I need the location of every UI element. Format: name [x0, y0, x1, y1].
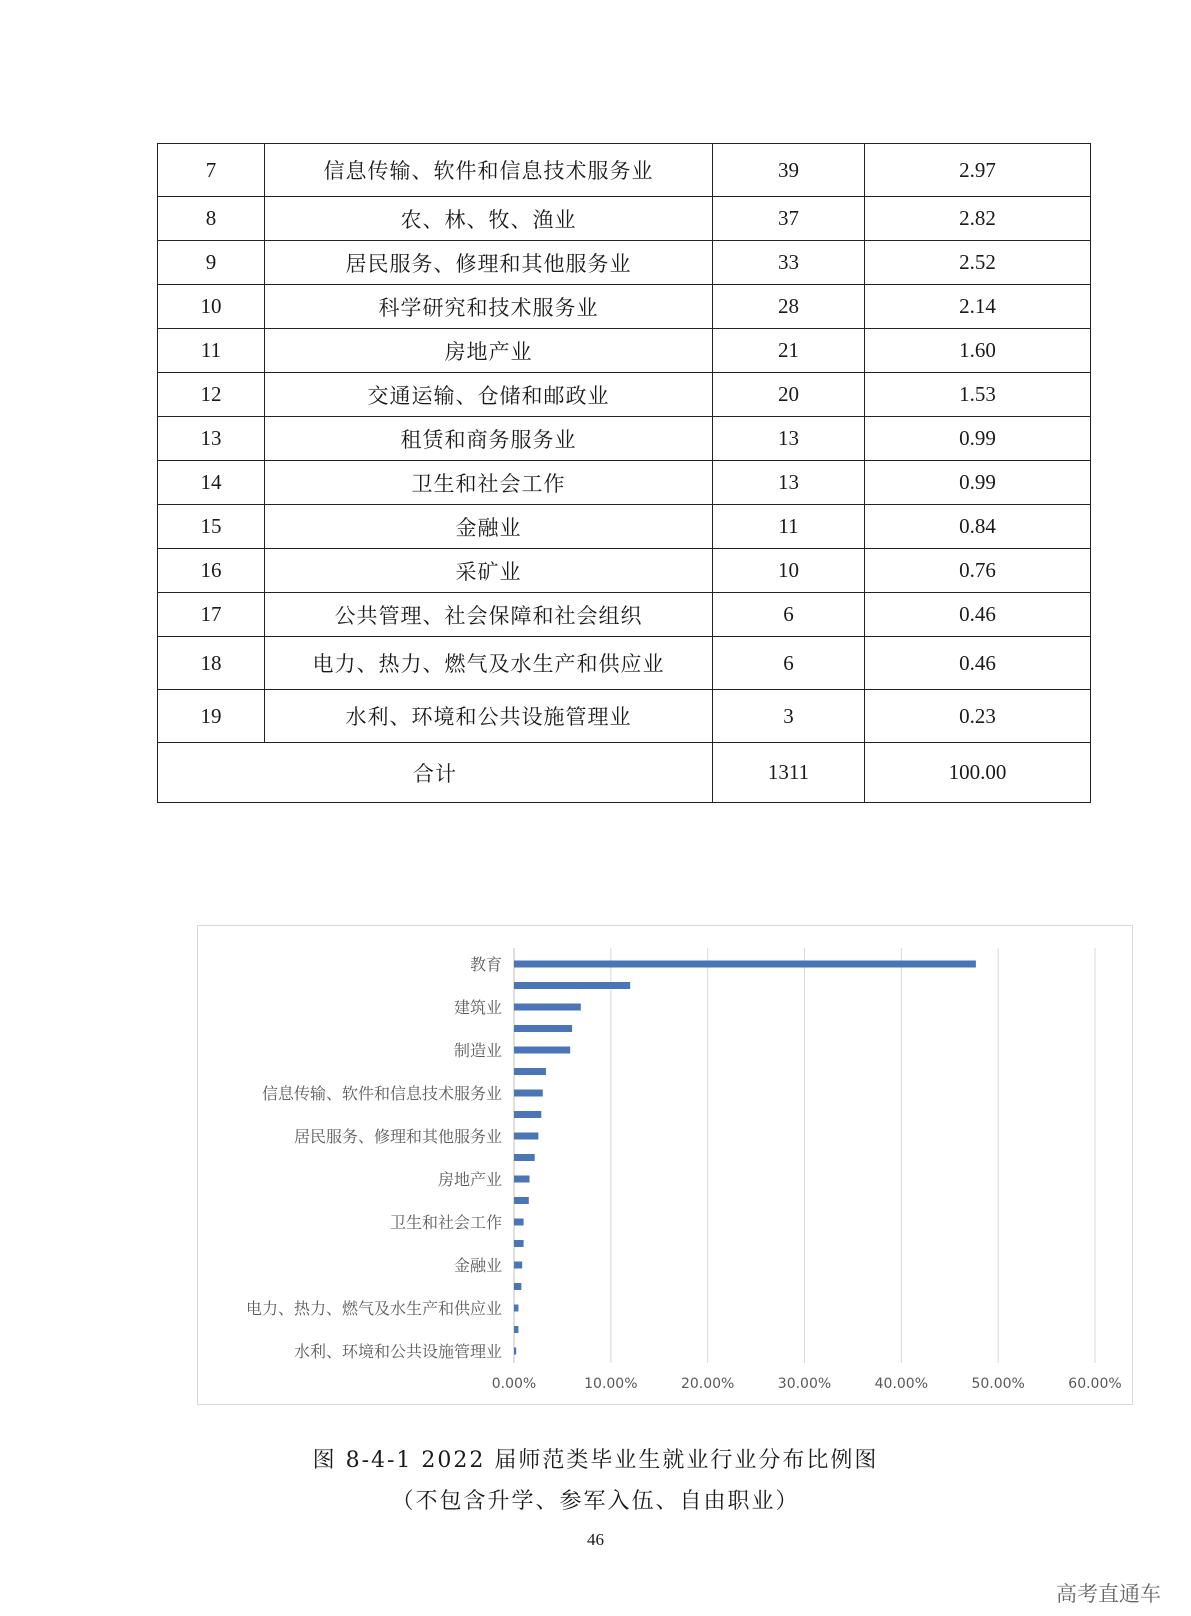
x-tick-label: 30.00% [777, 1376, 832, 1392]
x-tick-label: 20.00% [680, 1376, 735, 1392]
percent-cell: 1.53 [865, 373, 1091, 417]
table-row [158, 329, 1091, 373]
percent-cell: 0.99 [865, 417, 1091, 461]
bar [514, 961, 976, 968]
count-cell: 13 [713, 461, 865, 505]
bar [514, 1197, 529, 1204]
count-cell: 21 [713, 329, 865, 373]
category-label: 教育 [469, 955, 502, 974]
bar [514, 1176, 529, 1183]
category-label: 居民服务、修理和其他服务业 [293, 1127, 502, 1146]
count-cell: 20 [713, 373, 865, 417]
industry-cell: 租赁和商务服务业 [265, 417, 713, 461]
industry-distribution-table [157, 143, 1091, 803]
x-tick-label: 40.00% [874, 1376, 929, 1392]
bar-chart-svg [198, 926, 1132, 1404]
industry-cell: 农、林、牧、渔业 [265, 197, 713, 241]
rank-cell: 13 [158, 417, 265, 461]
table-row [158, 373, 1091, 417]
bar [514, 1068, 546, 1075]
percent-cell: 0.23 [865, 690, 1091, 743]
industry-cell: 金融业 [265, 505, 713, 549]
table-row [158, 505, 1091, 549]
category-label: 信息传输、软件和信息技术服务业 [261, 1084, 502, 1103]
rank-cell: 19 [158, 690, 265, 743]
figure-caption: 图 8-4-1 2022 届师范类毕业生就业行业分布比例图 [312, 1448, 879, 1473]
percent-cell: 2.82 [865, 197, 1091, 241]
rank-cell: 9 [158, 241, 265, 285]
percent-cell: 0.76 [865, 549, 1091, 593]
industry-cell: 水利、环境和公共设施管理业 [265, 690, 713, 743]
percent-cell: 2.97 [865, 144, 1091, 197]
category-label: 卫生和社会工作 [389, 1213, 502, 1232]
count-cell: 3 [713, 690, 865, 743]
count-cell: 6 [713, 593, 865, 637]
x-tick-label: 60.00% [1068, 1376, 1122, 1392]
table-row [158, 637, 1091, 690]
bar [514, 1090, 543, 1097]
count-cell: 11 [713, 505, 865, 549]
total-label: 合计 [158, 743, 713, 803]
table-row [158, 593, 1091, 637]
rank-cell: 11 [158, 329, 265, 373]
x-tick-label: 10.00% [584, 1376, 638, 1392]
total-percent: 100.00 [865, 743, 1091, 803]
category-label: 房地产业 [437, 1170, 502, 1189]
category-label: 水利、环境和公共设施管理业 [293, 1342, 502, 1361]
industry-cell: 电力、热力、燃气及水生产和供应业 [265, 637, 713, 690]
count-cell: 10 [713, 549, 865, 593]
bar [514, 1240, 524, 1247]
bar [514, 1348, 516, 1355]
industry-cell: 居民服务、修理和其他服务业 [265, 241, 713, 285]
table-row [158, 241, 1091, 285]
figure-subcaption: （不包含升学、参军入伍、自由职业） [391, 1489, 800, 1514]
bar [514, 1111, 541, 1118]
industry-cell: 公共管理、社会保障和社会组织 [265, 593, 713, 637]
category-label: 制造业 [453, 1041, 502, 1060]
bar [514, 1219, 524, 1226]
industry-cell: 信息传输、软件和信息技术服务业 [265, 144, 713, 197]
x-tick-label: 50.00% [971, 1376, 1025, 1392]
percent-cell: 1.60 [865, 329, 1091, 373]
page-number: 46 [587, 1530, 604, 1549]
bar [514, 1025, 572, 1032]
bar [514, 1326, 518, 1333]
bar [514, 1154, 535, 1161]
rank-cell: 18 [158, 637, 265, 690]
count-cell: 6 [713, 637, 865, 690]
watermark: 高考直通车 [1056, 1582, 1161, 1606]
table-row [158, 285, 1091, 329]
count-cell: 39 [713, 144, 865, 197]
rank-cell: 15 [158, 505, 265, 549]
percent-cell: 0.46 [865, 637, 1091, 690]
count-cell: 37 [713, 197, 865, 241]
category-label: 金融业 [453, 1256, 502, 1275]
table-row [158, 417, 1091, 461]
percent-cell: 0.99 [865, 461, 1091, 505]
industry-cell: 采矿业 [265, 549, 713, 593]
table-row [158, 197, 1091, 241]
bar [514, 1283, 521, 1290]
percent-cell: 0.84 [865, 505, 1091, 549]
industry-distribution-chart [197, 925, 1133, 1405]
table-row [158, 690, 1091, 743]
bar [514, 1133, 538, 1140]
percent-cell: 0.46 [865, 593, 1091, 637]
industry-cell: 房地产业 [265, 329, 713, 373]
total-count: 1311 [713, 743, 865, 803]
count-cell: 33 [713, 241, 865, 285]
table-row [158, 144, 1091, 197]
bar [514, 982, 630, 989]
rank-cell: 17 [158, 593, 265, 637]
table-row [158, 549, 1091, 593]
percent-cell: 2.14 [865, 285, 1091, 329]
category-label: 建筑业 [453, 998, 502, 1017]
rank-cell: 10 [158, 285, 265, 329]
rank-cell: 7 [158, 144, 265, 197]
rank-cell: 14 [158, 461, 265, 505]
rank-cell: 16 [158, 549, 265, 593]
industry-cell: 交通运输、仓储和邮政业 [265, 373, 713, 417]
bar [514, 1047, 570, 1054]
bar [514, 1305, 518, 1312]
rank-cell: 12 [158, 373, 265, 417]
percent-cell: 2.52 [865, 241, 1091, 285]
bar [514, 1004, 581, 1011]
rank-cell: 8 [158, 197, 265, 241]
industry-cell: 卫生和社会工作 [265, 461, 713, 505]
total-row [158, 743, 1091, 803]
x-tick-label: 0.00% [491, 1376, 537, 1392]
industry-cell: 科学研究和技术服务业 [265, 285, 713, 329]
count-cell: 13 [713, 417, 865, 461]
bar [514, 1262, 522, 1269]
table-row [158, 461, 1091, 505]
count-cell: 28 [713, 285, 865, 329]
category-label: 电力、热力、燃气及水生产和供应业 [245, 1299, 502, 1318]
